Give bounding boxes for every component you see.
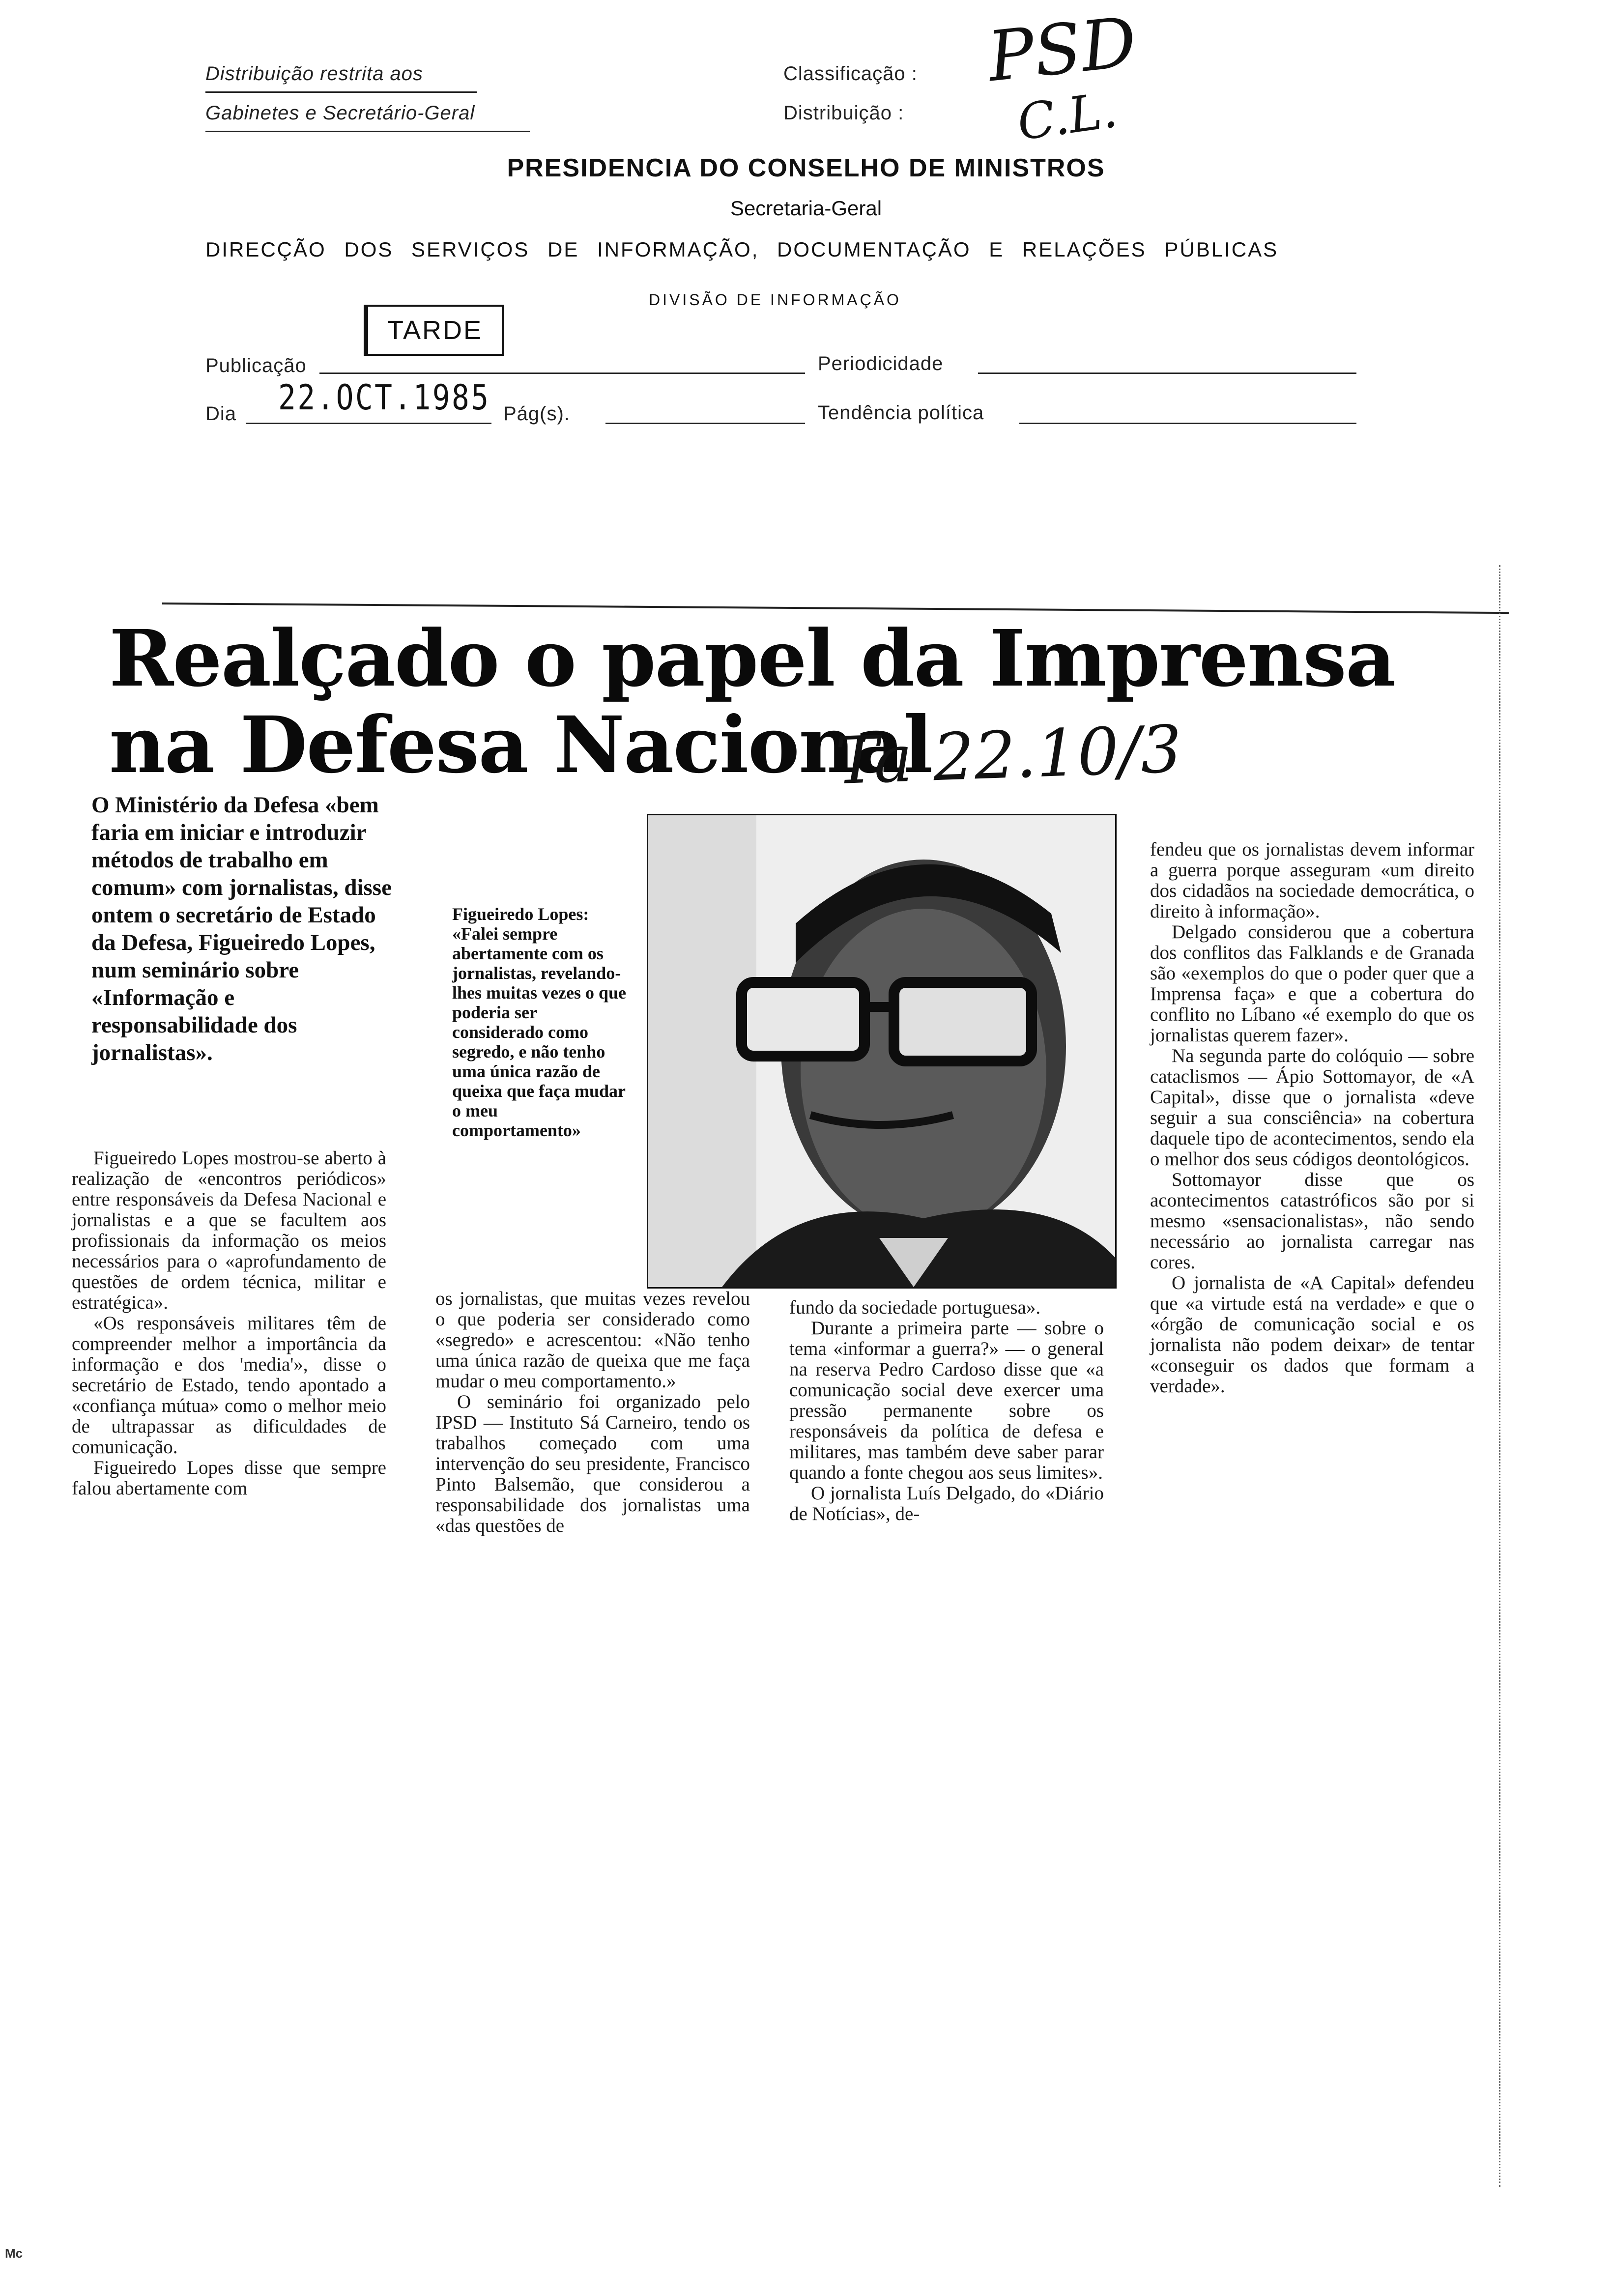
col3-paragraph: Durante a primeira parte — sobre o tema «informar a guerra?» — o general na reserva Pedro Cardoso disse que «a comunicação social deve exercer uma pressão permanente sobre os responsáveis da política de defesa e militares, mas também deve saber parar quando a fonte chegou aos seus limites». <box>789 1318 1104 1483</box>
headline-line1: Realçado o papel da Imprensa <box>109 613 1395 704</box>
portrait-photo <box>647 814 1117 1289</box>
clipping-top-edge <box>162 603 1509 614</box>
photo-caption: Figueiredo Lopes: «Falei sempre abertamente com os jornalistas, revelando-lhes muitas vezes o que poderia ser considerado como segredo, e não tenho uma única razão de queixa que faça mudar o meu comportamento» <box>452 904 626 1140</box>
col4-paragraph: Delgado considerou que a cobertura dos conflitos das Falklands e de Granada são «exemplos do que o poder quer que a Imprensa faça» e que a cobertura do conflito no Líbano «é exemplo do que os jornalistas querem fazer». <box>1150 921 1474 1046</box>
distribuicao-label: Distribuição : <box>783 102 904 124</box>
col1-paragraph: «Os responsáveis militares têm de compreender melhor a importância da informação e dos 'media'», disse o secretário de Estado, tendo apontado a «confiança mútua» como o melhor meio de ultrapassar as dificuldades de comunicação. <box>72 1313 386 1458</box>
handwritten-distribuicao: C.L. <box>1013 81 1121 152</box>
article-column-1 <box>72 1148 386 1499</box>
article-lead: O Ministério da Defesa «bem faria em iniciar e introduzir métodos de trabalho em comum» com jornalistas, disse ontem o secretário de Estado da Defesa, Figueiredo Lopes, num seminário sobre «Informação e responsabilidade dos jornalistas». <box>91 792 392 1065</box>
publicacao-stamp-box <box>364 305 504 356</box>
divisao-informacao: DIVISÃO DE INFORMAÇÃO <box>649 291 901 309</box>
col4-paragraph: Sottomayor disse que os acontecimentos catastróficos são por si mesmo «sensacionalistas», não sendo necessário ao jornalista carregar nas cores. <box>1150 1169 1474 1273</box>
periodicidade-label: Periodicidade <box>818 353 944 374</box>
publicacao-value: TARDE <box>387 316 483 345</box>
col1-paragraph: Figueiredo Lopes mostrou-se aberto à realização de «encontros periódicos» entre responsáveis da Defesa Nacional e jornalistas e a que se facultem aos profissionais da informação os meios necessários para o «aprofundamento de questões de ordem técnica, militar e estratégica». <box>72 1148 386 1313</box>
article-column-2 <box>435 1289 750 1536</box>
distribution-restriction-line1: Distribuição restrita aos <box>205 63 423 85</box>
tendencia-underline <box>1019 423 1356 424</box>
article-column-4 <box>1150 839 1474 1397</box>
distribution-restriction-line2: Gabinetes e Secretário-Geral <box>205 102 475 124</box>
pags-underline <box>605 423 805 424</box>
publicacao-label: Publicação <box>205 355 307 376</box>
col3-paragraph: fundo da sociedade portuguesa». <box>789 1297 1041 1318</box>
col4-paragraph: O jornalista de «A Capital» defendeu que «a virtude está na verdade» e que o «órgão de comunicação social e os jornalista não podem deixar» de tentar «conseguir os dados que formam a verdade». <box>1150 1272 1474 1397</box>
footer-mark: Mc <box>5 2246 23 2261</box>
col2-paragraph: os jornalistas, que muitas vezes revelou o que poderia ser considerado como «segredo» e acrescentou: «Não tenho uma única razão de queixa que me faça mudar o meu comportamento.» <box>435 1288 750 1392</box>
col4-paragraph: fendeu que os jornalistas devem informar a guerra porque asseguram «um direito dos cidadãos na sociedade democrática, o direito à informação». <box>1150 839 1474 922</box>
underline-distribution-1 <box>205 91 477 93</box>
classificacao-label: Classificação : <box>783 63 918 85</box>
org-subtitle: Secretaria-Geral <box>730 197 882 220</box>
col3-paragraph: O jornalista Luís Delgado, do «Diário de Notícias», de- <box>789 1483 1104 1524</box>
dia-label: Dia <box>205 403 237 425</box>
publicacao-underline <box>319 373 805 374</box>
periodicidade-underline <box>978 373 1356 374</box>
col2-paragraph: O seminário foi organizado pelo IPSD — Instituto Sá Carneiro, tendo os trabalhos começado com uma intervenção do seu presidente, Francisco Pinto Balsemão, que considerou a responsabilidade dos jornalistas uma «das questões de <box>435 1391 750 1536</box>
col4-paragraph: Na segunda parte do colóquio — sobre cataclismos — Ápio Sottomayor, de «A Capital», disse que o jornalista «deve seguir a sua consciência» na cobertura daquele tipo de acontecimentos, sendo ela o melhor dos seus códigos deontológicos. <box>1150 1045 1474 1170</box>
tendencia-politica-label: Tendência política <box>818 402 984 424</box>
pags-label: Pág(s). <box>503 403 570 425</box>
article-column-3 <box>789 1297 1104 1524</box>
headline-line2: na Defesa Nacional <box>109 700 932 791</box>
dia-underline <box>246 423 491 424</box>
underline-distribution-2 <box>205 131 530 132</box>
handwritten-classificacao: PSD <box>984 2 1141 98</box>
dia-value-stamp: 22.OCT.1985 <box>278 377 490 418</box>
clipping-right-edge <box>1499 565 1500 2187</box>
org-title: PRESIDENCIA DO CONSELHO DE MINISTROS <box>507 154 1105 182</box>
direccao-servicos: DIRECÇÃO DOS SERVIÇOS DE INFORMAÇÃO, DOCUMENTAÇÃO E RELAÇÕES PÚBLICAS <box>205 238 1279 261</box>
col1-paragraph: Figueiredo Lopes disse que sempre falou abertamente com <box>72 1457 386 1499</box>
portrait-illustration <box>648 815 1115 1287</box>
handwritten-date-note: Ta 22.10/3 <box>834 711 1183 800</box>
